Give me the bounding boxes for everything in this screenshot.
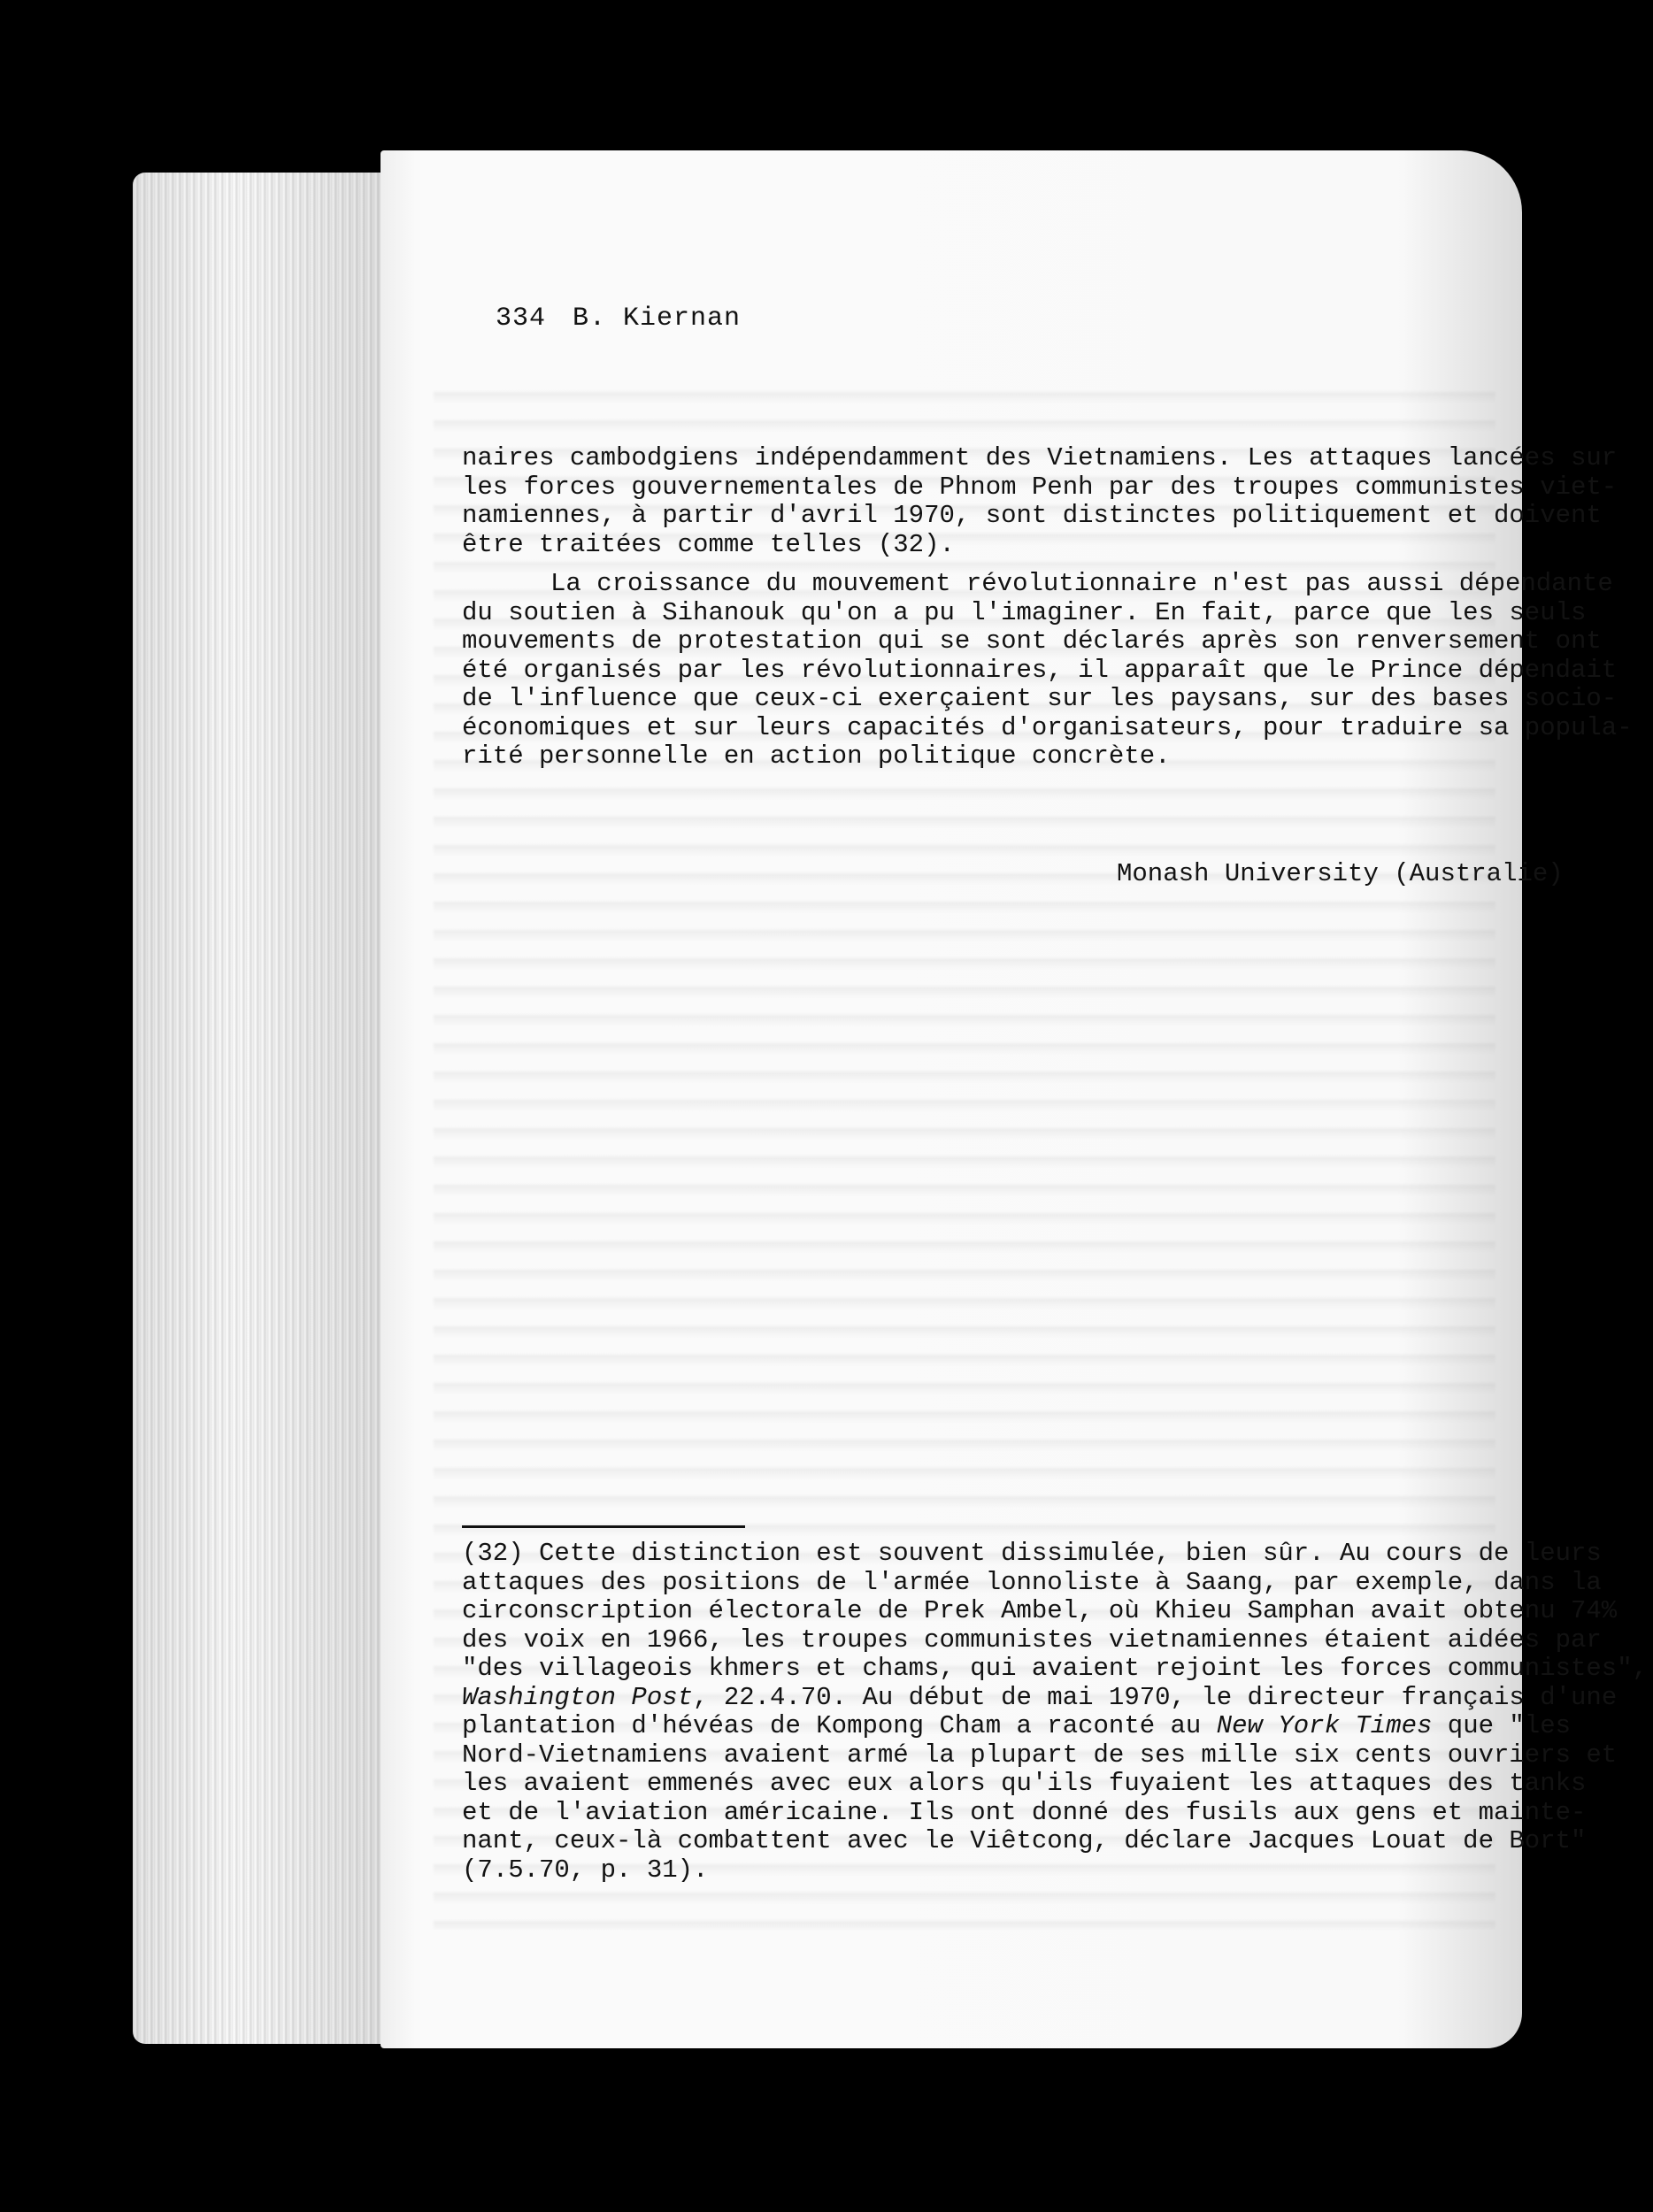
footnote-line: "des villageois khmers et chams, qui avaient rejoint les forces communistes", — [462, 1654, 1649, 1683]
text-line: rité personnelle en action politique concrète. — [462, 741, 1171, 771]
paragraph-2 — [462, 569, 1633, 772]
footnote-line — [462, 1711, 1572, 1741]
footnote-line: (32) Cette distinction est souvent dissimulée, bien sûr. Au cours de leurs — [462, 1539, 1602, 1568]
paragraph-1 — [462, 443, 1618, 559]
footnote-line-text: que "les — [1432, 1711, 1572, 1740]
footnote-line — [462, 1682, 1618, 1713]
text-line: économiques et sur leurs capacités d'organisateurs, pour traduire sa popula- — [462, 712, 1633, 742]
text-line: les forces gouvernementales de Phnom Penh par des troupes communistes viet- — [462, 472, 1618, 502]
text-line: namiennes, à partir d'avril 1970, sont distinctes politiquement et doivent — [462, 501, 1602, 530]
footnote-line: Nord-Vietnamiens avaient armé la plupart de ses mille six cents ouvriers et — [462, 1740, 1618, 1770]
footnote-line: attaques des positions de l'armée lonnoliste à Saang, par exemple, dans la — [462, 1567, 1602, 1597]
text-line: du soutien à Sihanouk qu'on a pu l'imaginer. En fait, parce que les seuls — [462, 597, 1587, 627]
footnote-line: circonscription électorale de Prek Ambel, où Khieu Samphan avait obtenu 74% — [462, 1596, 1618, 1625]
main-text — [462, 443, 1633, 772]
footnote-line-text: , 22.4.70. Au début de mai 1970, le directeur français d'une — [693, 1682, 1618, 1712]
footnote-line-text: plantation d'hévéas de Kompong Cham a raconté au — [462, 1711, 1217, 1740]
footnote-line: nant, ceux-là combattent avec le Viêtcong, déclare Jacques Louat de Bort" — [462, 1826, 1587, 1855]
running-header-author: B. Kiernan — [573, 303, 742, 334]
footnote-line: des voix en 1966, les troupes communistes vietnamiennes étaient aidées par — [462, 1624, 1602, 1655]
running-header — [496, 304, 767, 334]
footnote-line: (7.5.70, p. 31). — [462, 1855, 709, 1885]
author-affiliation: Monash University (Australie) — [1117, 859, 1564, 888]
text-line: naires cambodgiens indépendamment des Vietnamiens. Les attaques lancées sur — [462, 443, 1618, 472]
citation-washington-post: Washington Post — [462, 1682, 694, 1712]
text-line: La croissance du mouvement révolutionnaire n'est pas aussi dépendante — [550, 569, 1613, 598]
footnote-32 — [462, 1539, 1649, 1885]
footnote-line: les avaient emmenés avec eux alors qu'ils fuyaient les attaques des tanks — [462, 1769, 1587, 1798]
footnote-line: et de l'aviation américaine. Ils ont donné des fusils aux gens et mainte- — [462, 1797, 1587, 1827]
footnote-separator — [462, 1525, 745, 1528]
citation-new-york-times: New York Times — [1216, 1711, 1433, 1740]
text-line: être traitées comme telles (32). — [462, 529, 955, 559]
text-line: été organisés par les révolutionnaires, il apparaît que le Prince dépendait — [462, 655, 1618, 685]
text-line: mouvements de protestation qui se sont déclarés après son renversement ont — [462, 626, 1602, 656]
page-number: 334 — [496, 303, 547, 334]
text-line: de l'influence que ceux-ci exerçaient sur les paysans, sur des bases socio- — [462, 684, 1618, 713]
book-page-edges-shadow — [133, 173, 389, 2044]
